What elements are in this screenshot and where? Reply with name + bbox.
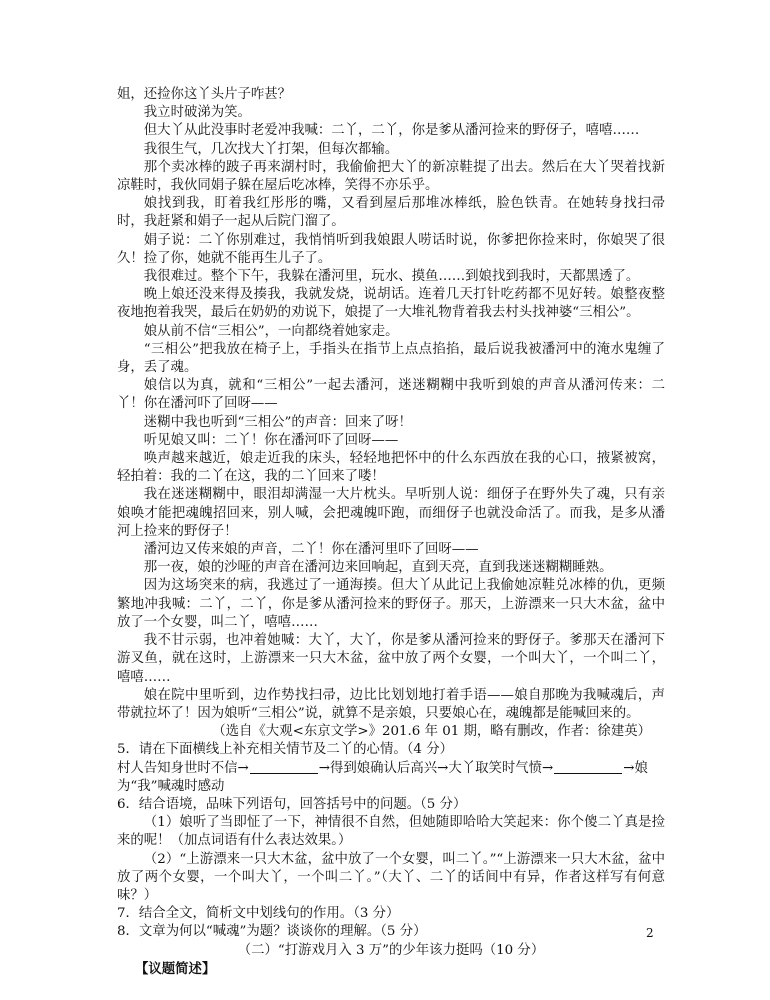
question-5-chain-end: 为“我”喊魂时感动 xyxy=(117,778,225,794)
story-paragraph: 迷糊中我也听到“三相公”的声音：回来了呀！ xyxy=(143,414,412,430)
story-paragraph: 我立时破涕为笑。 xyxy=(143,105,251,121)
question-6-prompt: 6．结合语境，品味下列语句，回答括号中的问题。（5 分） xyxy=(117,796,467,812)
section-title: （二）“打游戏月入 3 万”的少年该力挺吗（10 分） xyxy=(237,942,545,958)
question-5-chain xyxy=(117,760,665,778)
page-number: 2 xyxy=(646,926,654,940)
answer-blank-1[interactable] xyxy=(250,773,318,774)
story-paragraph: 姐，还捡你这丫头片子咋甚？ xyxy=(117,87,292,102)
story-paragraph: 我不甘示弱，也冲着她喊：大丫，大丫，你是爹从潘河捡来的野伢子。爹那天在潘河下游叉鱼，就在这时，上游漂来一只大木盆，盆中放了两个女婴，一个叫大丫，一个叫二丫，嘻嘻…… xyxy=(117,633,665,685)
question-6-item-2: （2）“上游漂来一只大木盆，盆中放了一个女婴，叫二丫。”“上游漂来一只大木盆，盆中放了两个女婴，一个叫大丫，一个叫二丫。”（大丫、二丫的话间中有异，作者这样写有何意味？） xyxy=(117,851,665,903)
story-paragraph: 但大丫从此没事时老爱冲我喊：二丫，二丫，你是爹从潘河捡来的野伢子，嘻嘻…… xyxy=(143,123,640,139)
story-paragraph: 娘在院中里听到，边作势找扫帚，边比比划划地打着手语——娘自那晚为我喊魂后，声带就拉坏了！因为娘听“三相公”说，就算不是亲娘，只要娘心在，魂魄都是能喊回来的。 xyxy=(117,687,665,721)
story-paragraph: 娘找到我，盯着我红彤彤的嘴，又看到屋后那堆冰棒纸，脸色铁青。在她转身找扫帚时，我赶紧和娟子一起从后院门溜了。 xyxy=(117,196,665,230)
question-6-item-1: （1）娘听了当即怔了一下，神情很不自然，但她随即哈哈大笑起来：你个傻二丫真是捡来的呢！（加点词语有什么表达效果。） xyxy=(117,815,665,849)
story-paragraph: 晚上娘还没来得及揍我，我就发烧，说胡话。连着几天打针吃药都不见好转。娘整夜整夜地抱着我哭，最后在奶奶的劝说下，娘提了一大堆礼物背着我去村头找神婆“三相公”。 xyxy=(117,287,665,321)
document-page xyxy=(117,86,665,978)
story-paragraph: 娘信以为真，就和“三相公”一起去潘河，迷迷糊糊中我听到娘的声音从潘河传来：二丫！你在潘河吓了回呀—— xyxy=(117,378,665,412)
story-paragraph: 我很生气，几次找大丫打架，但每次都输。 xyxy=(143,141,399,157)
story-paragraph: 我很难过。整个下午，我躲在潘河里，玩水、摸鱼……到娘找到我时，天都黑透了。 xyxy=(143,269,640,285)
story-body xyxy=(117,86,665,723)
story-paragraph: 听见娘又叫：二丫！你在潘河吓了回呀—— xyxy=(143,432,399,448)
answer-blank-2[interactable] xyxy=(554,773,622,774)
chain-part-b: →得到娘确认后高兴→大丫取笑时气愤→ xyxy=(318,760,554,776)
source-citation: （选自《大观<东京文学>》201.6 年 01 期，略有删改，作者：徐建英） xyxy=(212,724,651,740)
question-7: 7．结合全文，简析文中划线句的作用。（3 分） xyxy=(117,906,400,922)
story-paragraph: 那一夜，娘的沙哑的声音在潘河边来回响起，直到天亮，直到我迷迷糊糊睡熟。 xyxy=(143,560,613,576)
story-paragraph: 那个卖冰棒的跛子再来湖村时，我偷偷把大丫的新凉鞋提了出去。然后在大丫哭着找新凉鞋时，我伙同娟子躲在屋后吃冰棒，笑得不亦乐乎。 xyxy=(117,159,665,194)
story-paragraph: 因为这场突来的病，我逃过了一通海揍。但大丫从此记上我偷她凉鞋兑冰棒的仇，更频繁地冲我喊：二丫，二丫，你是爹从潘河捡来的野伢子。那天，上游漂来一只大木盆，盆中放了一个女婴，叫二丫，嘻嘻…… xyxy=(117,578,665,630)
story-paragraph: 潘河边又传来娘的声音，二丫！你在潘河里吓了回呀—— xyxy=(143,542,479,558)
story-paragraph: 我在迷迷糊糊中，眼泪却满湿一大片枕头。早听别人说：细伢子在野外失了魂，只有亲娘唤才能把魂魄招回来，别人喊，会把魂魄吓跑，而细伢子也就没命活了。而我，是多从潘河上捡来的野伢子！ xyxy=(117,487,665,539)
chain-part-a: 村人告知身世时不信→ xyxy=(117,760,249,776)
story-paragraph: 娘从前不信“三相公”，一向都绕着她家走。 xyxy=(143,323,399,339)
story-paragraph: 唤声越来越近，娘走近我的床头，轻轻地把怀中的什么东西放在我的心口，掖紧被窝，轻拍着：我的二丫在这，我的二丫回来了喽！ xyxy=(117,451,665,485)
chain-part-c: →娘 xyxy=(623,760,648,776)
story-paragraph: 娟子说：二丫你别难过，我悄悄听到我娘跟人唠话时说，你爹把你捡来时，你娘哭了很久！捡了你，她就不能再生儿子了。 xyxy=(117,232,665,266)
story-paragraph: “三相公”把我放在椅子上，手指头在指节上点点掐掐，最后说我被潘河中的淹水鬼缠了身，丢了魂。 xyxy=(117,341,665,376)
question-5-prompt: 5．请在下面横线上补充相关情节及二丫的心情。（4 分） xyxy=(117,742,453,758)
question-8: 8．文章为何以“喊魂”为题？谈谈你的理解。（5 分） xyxy=(117,924,427,940)
topic-subheading: 【议题简述】 xyxy=(135,960,216,977)
